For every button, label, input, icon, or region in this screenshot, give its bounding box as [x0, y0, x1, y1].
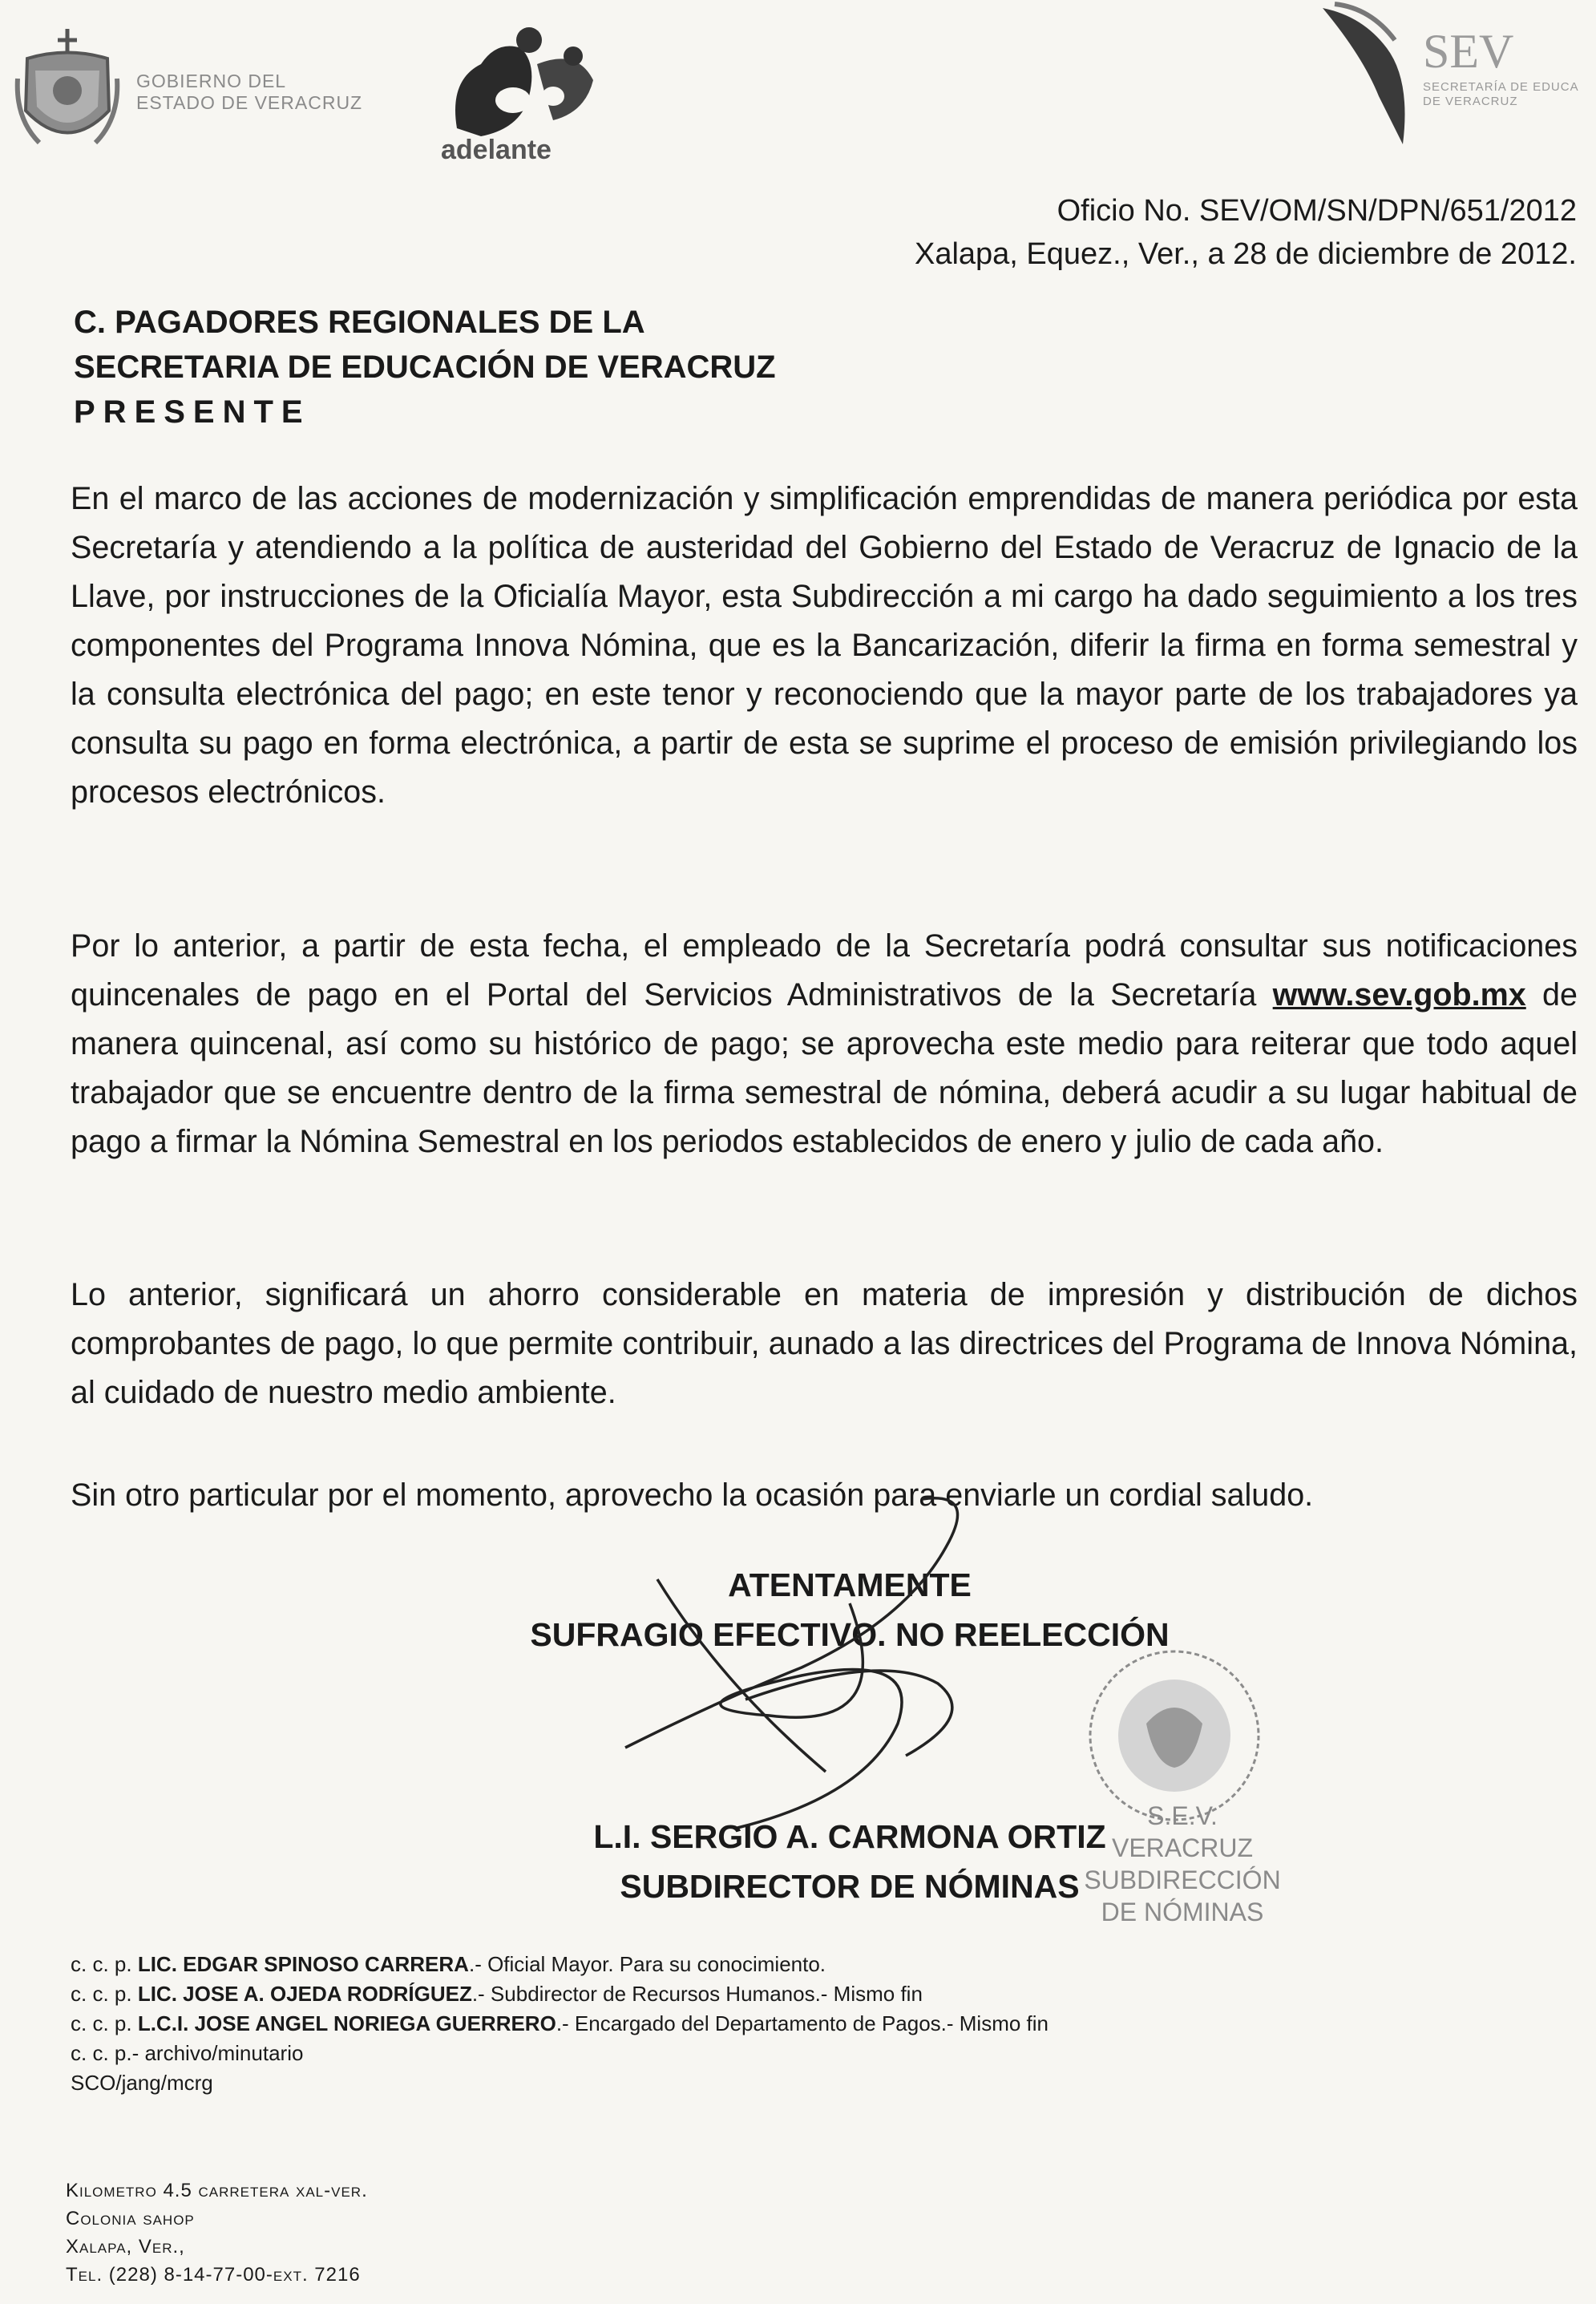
ccp-prefix: c. c. p.	[71, 2011, 132, 2035]
ccp-name: L.C.I. JOSE ANGEL NORIEGA GUERRERO	[137, 2011, 556, 2035]
sev-logo-mark	[1315, 0, 1435, 152]
sev-website-link[interactable]: www.sev.gob.mx	[1272, 977, 1526, 1013]
p2-text-before: Por lo anterior, a partir de esta fecha, el empleado de la Secretaría podrá consultar sus notificaciones quincenales de pago en el Portal del Servicios Administrativos de la Secretaría	[71, 928, 1578, 1013]
footer-line-3: Xalapa, Ver.,	[66, 2236, 185, 2258]
ccp-prefix: c. c. p.	[71, 2041, 132, 2065]
ccp-name: LIC. EDGAR SPINOSO CARRERA	[137, 1952, 469, 1976]
signer-name: L.I. SERGIO A. CARMONA ORTIZ	[593, 1818, 1106, 1855]
footer-line-2: Colonia sahop	[66, 2208, 195, 2229]
sev-logo-text: SEV	[1423, 25, 1514, 78]
ccp-item	[71, 1979, 1049, 2009]
addressee-line-1: C. PAGADORES REGIONALES DE LA	[74, 305, 645, 340]
footer-line-1: Kilometro 4.5 carretera xal-ver.	[66, 2180, 368, 2201]
ccp-role: - archivo/minutario	[131, 2041, 304, 2065]
stamp-line-3: SUBDIRECCIÓN	[1084, 1865, 1281, 1894]
ccp-role: .- Subdirector de Recursos Humanos.- Mismo fin	[471, 1982, 923, 2006]
reference-block	[915, 189, 1577, 276]
addressee-line-2: SECRETARIA DE EDUCACIÓN DE VERACRUZ	[74, 350, 776, 385]
signer-title: SUBDIRECTOR DE NÓMINAS	[620, 1868, 1080, 1905]
addressee-block	[74, 300, 776, 435]
footer-address	[66, 2177, 368, 2289]
carbon-copy-list	[71, 1950, 1049, 2098]
initials: SCO/jang/mcrg	[71, 2071, 213, 2095]
body-paragraph-2	[71, 922, 1578, 1166]
adelante-text: adelante	[441, 135, 552, 165]
addressee-presente: PRESENTE	[74, 394, 311, 430]
closing-motto: SUFRAGIO EFECTIVO. NO REELECCIÓN	[530, 1616, 1170, 1653]
signer-block	[449, 1812, 1251, 1911]
ccp-item	[71, 1950, 1049, 1979]
adelante-logo-figures	[433, 16, 617, 152]
sev-sub-line-2: DE VERACRUZ	[1423, 95, 1518, 108]
sev-subtitle	[1423, 80, 1579, 109]
ccp-role: .- Oficial Mayor. Para su conocimiento.	[468, 1952, 826, 1976]
oficio-number: Oficio No. SEV/OM/SN/DPN/651/2012	[1057, 194, 1577, 228]
ccp-item	[71, 2009, 1049, 2039]
gov-line-2: ESTADO DE VERACRUZ	[136, 92, 363, 113]
body-paragraph-4: Sin otro particular por el momento, aprovecho la ocasión para enviarle un cordial saludo.	[71, 1477, 1314, 1513]
state-coat-of-arms-logo	[11, 22, 123, 159]
sev-sub-line-1: SECRETARÍA DE EDUCA	[1423, 80, 1579, 94]
body-paragraph-3: Lo anterior, significará un ahorro considerable en materia de impresión y distribución de dichos comprobantes de pago, lo que permite contribuir, aunado a las directrices del Programa de Innova Nómina, al cuidado de nuestro medio ambiente.	[71, 1277, 1578, 1410]
body-paragraph-1: En el marco de las acciones de modernización y simplificación emprendidas de manera periódica por esta Secretaría y atendiendo a la política de austeridad del Gobierno del Estado de Veracruz de Ignacio de la Llave, por instrucciones de la Oficialía Mayor, esta Subdirección a mi cargo ha dado seguimiento a los tres componentes del Programa Innova Nómina, que es la Bancarización, diferir la firma en forma semestral y la consulta electrónica del pago; en este tenor y reconociendo que la mayor parte de los trabajadores ya consulta su pago en forma electrónica, a partir de esta se suprime el proceso de emisión privilegiando los procesos electrónicos.	[71, 481, 1578, 810]
government-name	[136, 71, 362, 114]
ccp-item	[71, 2039, 1049, 2068]
ccp-prefix: c. c. p.	[71, 1952, 132, 1976]
stamp-line-2: VERACRUZ	[1111, 1833, 1253, 1862]
ccp-role: .- Encargado del Departamento de Pagos.- Mismo fin	[556, 2011, 1049, 2035]
gov-line-1: GOBIERNO DEL	[136, 71, 287, 91]
ccp-prefix: c. c. p.	[71, 1982, 132, 2006]
p2-text-after: de manera quincenal, así como su histórico de pago; se aprovecha este medio para reiterar que todo aquel trabajador que se encuentre dentro de la firma semestral de nómina, deberá acudir a su lugar habitual de pago a firmar la Nómina Semestral en los periodos establecidos de enero y julio de cada año.	[71, 977, 1578, 1159]
stamp-line-1: S.E.V.	[1147, 1801, 1218, 1830]
place-date: Xalapa, Equez., Ver., a 28 de diciembre de 2012.	[914, 237, 1577, 271]
ccp-name: LIC. JOSE A. OJEDA RODRÍGUEZ	[137, 1982, 472, 2006]
closing-atentamente: ATENTAMENTE	[728, 1566, 972, 1603]
stamp-line-4: DE NÓMINAS	[1101, 1898, 1264, 1926]
footer-line-4: Tel. (228) 8-14-77-00-ext. 7216	[66, 2264, 361, 2286]
